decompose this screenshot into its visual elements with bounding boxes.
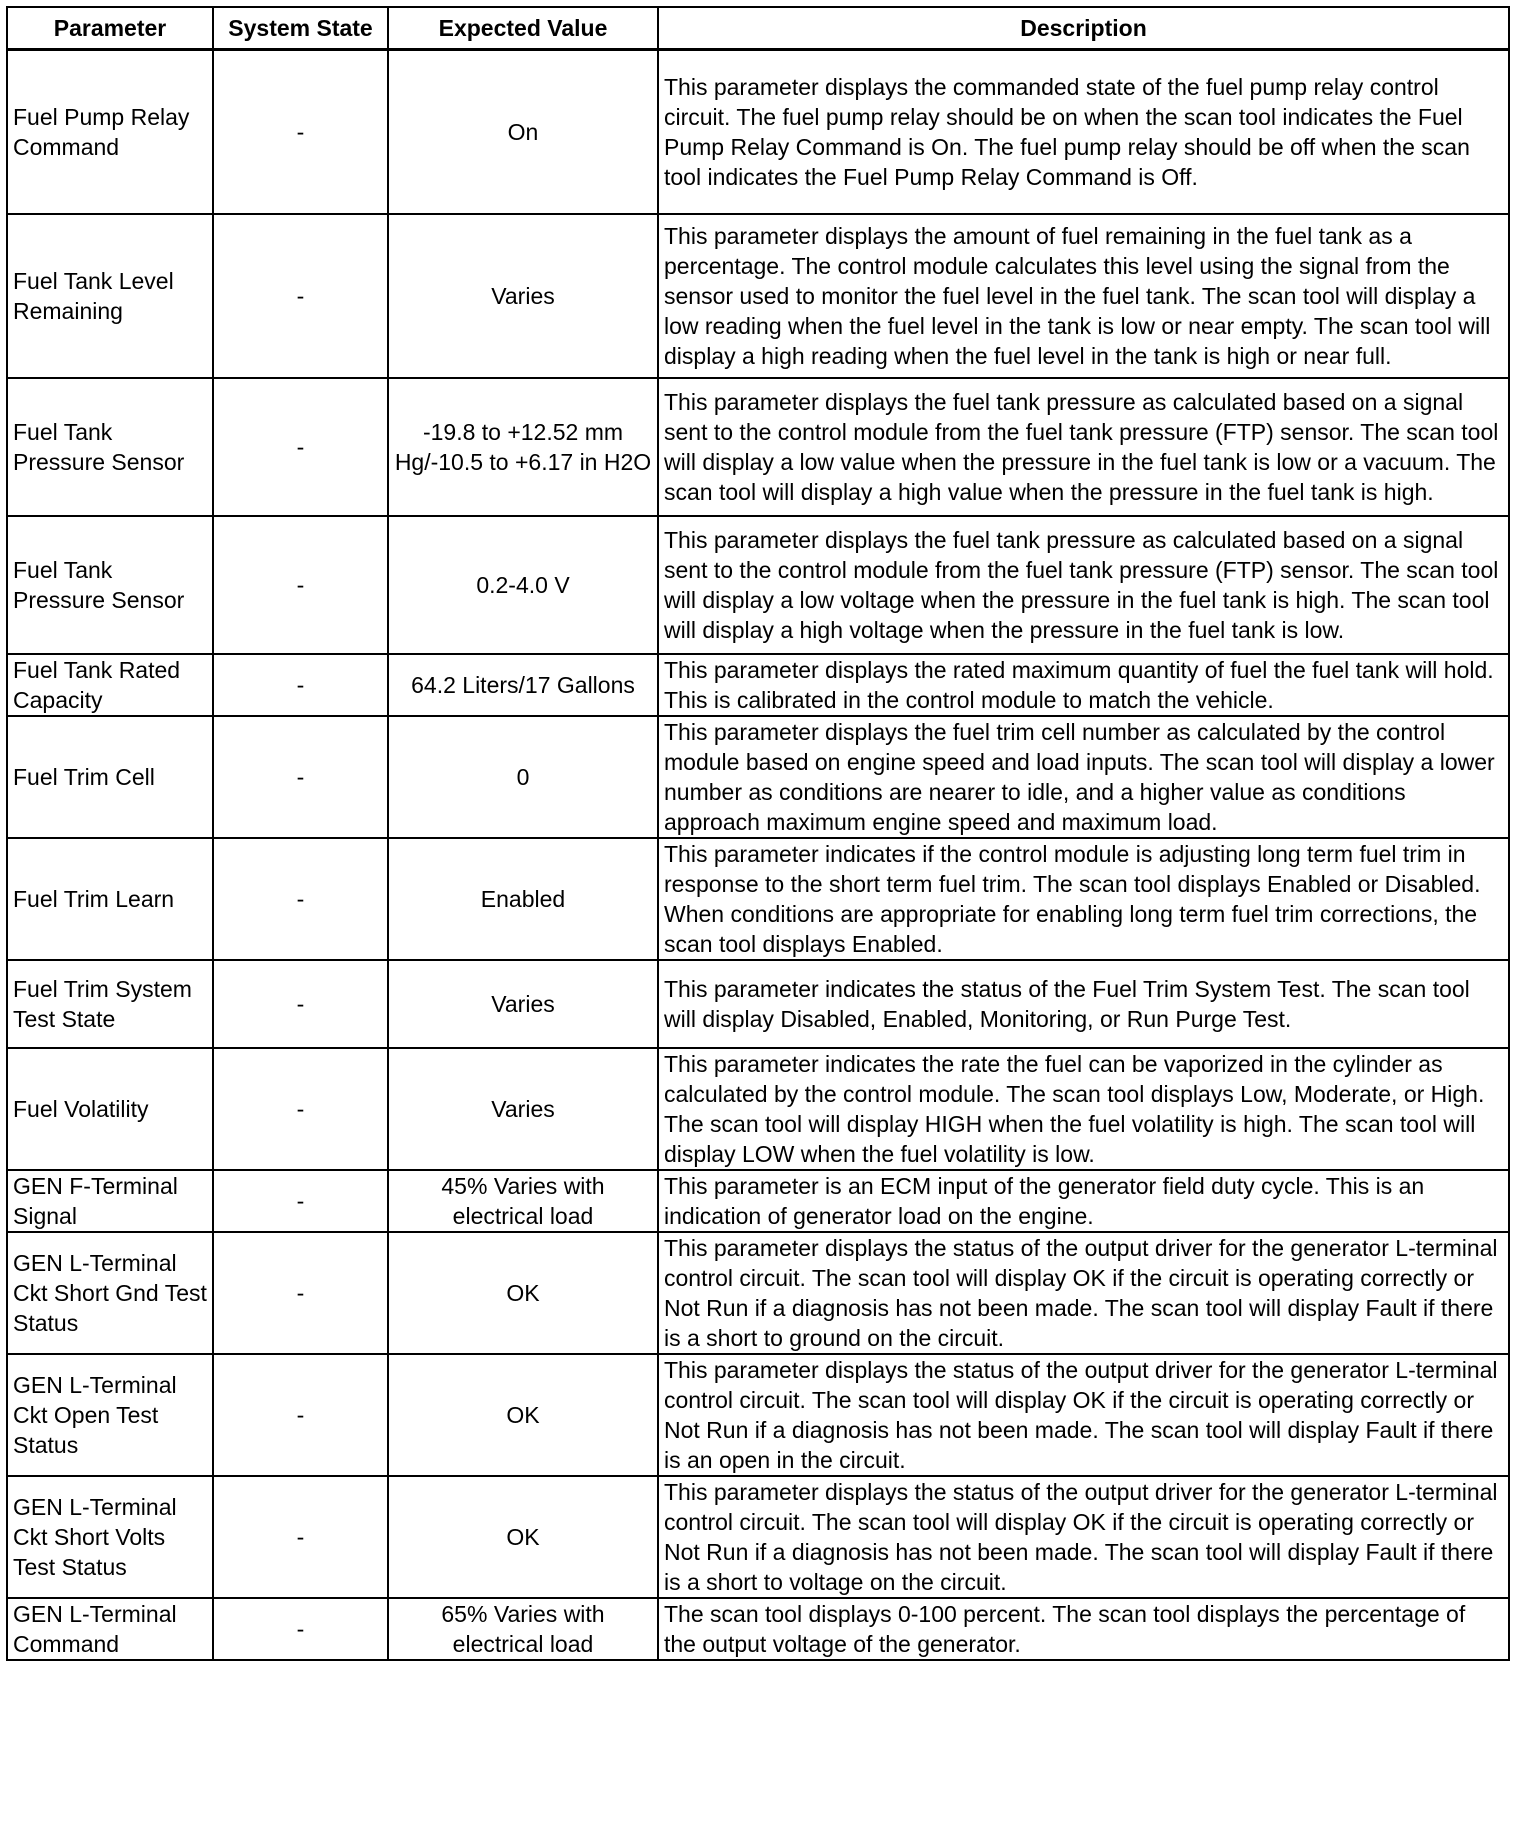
table-row bbox=[7, 838, 1509, 960]
cell-system-state: - bbox=[213, 716, 388, 838]
cell-expected-value: 64.2 Liters/17 Gallons bbox=[388, 654, 658, 716]
header-system-state: System State bbox=[213, 7, 388, 50]
cell-expected-value: Enabled bbox=[388, 838, 658, 960]
table-row bbox=[7, 1232, 1509, 1354]
cell-description: This parameter displays the amount of fuel remaining in the fuel tank as a percentage. The control module calculates this level using the signal from the sensor used to monitor the fuel level in the fuel tank. The scan tool will display a low reading when the fuel level in the tank is low or near empty. The scan tool will display a high reading when the fuel level in the tank is high or near full. bbox=[658, 214, 1509, 378]
cell-system-state: - bbox=[213, 214, 388, 378]
cell-description: This parameter indicates the status of the Fuel Trim System Test. The scan tool will display Disabled, Enabled, Monitoring, or Run Purge Test. bbox=[658, 960, 1509, 1048]
cell-parameter: Fuel Trim Cell bbox=[7, 716, 213, 838]
cell-system-state: - bbox=[213, 1232, 388, 1354]
cell-system-state: - bbox=[213, 516, 388, 654]
cell-parameter: Fuel Tank Rated Capacity bbox=[7, 654, 213, 716]
cell-parameter: GEN L-Terminal Command bbox=[7, 1598, 213, 1660]
table-row bbox=[7, 1048, 1509, 1170]
table-body bbox=[7, 50, 1509, 1660]
table-row bbox=[7, 716, 1509, 838]
table-row bbox=[7, 654, 1509, 716]
cell-parameter: Fuel Trim System Test State bbox=[7, 960, 213, 1048]
cell-expected-value: OK bbox=[388, 1354, 658, 1476]
cell-system-state: - bbox=[213, 1476, 388, 1598]
cell-system-state: - bbox=[213, 838, 388, 960]
cell-description: This parameter displays the rated maximum quantity of fuel the fuel tank will hold. This is calibrated in the control module to match the vehicle. bbox=[658, 654, 1509, 716]
cell-expected-value: 0.2-4.0 V bbox=[388, 516, 658, 654]
cell-parameter: GEN L-Terminal Ckt Open Test Status bbox=[7, 1354, 213, 1476]
cell-description: This parameter displays the fuel tank pressure as calculated based on a signal sent to the control module from the fuel tank pressure (FTP) sensor. The scan tool will display a low value when the pressure in the fuel tank is low or a vacuum. The scan tool will display a high value when the pressure in the fuel tank is high. bbox=[658, 378, 1509, 516]
table-row bbox=[7, 1170, 1509, 1232]
cell-parameter: Fuel Pump Relay Command bbox=[7, 50, 213, 214]
parameter-table bbox=[6, 6, 1510, 1661]
cell-parameter: Fuel Tank Pressure Sensor bbox=[7, 378, 213, 516]
cell-description: The scan tool displays 0-100 percent. The scan tool displays the percentage of the output voltage of the generator. bbox=[658, 1598, 1509, 1660]
cell-description: This parameter displays the fuel trim cell number as calculated by the control module based on engine speed and load inputs. The scan tool will display a lower number as conditions are nearer to idle, and a higher value as conditions approach maximum engine speed and maximum load. bbox=[658, 716, 1509, 838]
cell-description: This parameter displays the fuel tank pressure as calculated based on a signal sent to the control module from the fuel tank pressure (FTP) sensor. The scan tool will display a low voltage when the pressure in the fuel tank is high. The scan tool will display a high voltage when the pressure in the fuel tank is low. bbox=[658, 516, 1509, 654]
cell-expected-value: Varies bbox=[388, 960, 658, 1048]
header-parameter: Parameter bbox=[7, 7, 213, 50]
cell-description: This parameter indicates if the control module is adjusting long term fuel trim in response to the short term fuel trim. The scan tool displays Enabled or Disabled. When conditions are appropriate for enabling long term fuel trim corrections, the scan tool displays Enabled. bbox=[658, 838, 1509, 960]
cell-parameter: GEN L-Terminal Ckt Short Volts Test Status bbox=[7, 1476, 213, 1598]
cell-expected-value: 65% Varies with electrical load bbox=[388, 1598, 658, 1660]
cell-system-state: - bbox=[213, 960, 388, 1048]
table-row bbox=[7, 50, 1509, 214]
cell-expected-value: OK bbox=[388, 1476, 658, 1598]
cell-system-state: - bbox=[213, 1048, 388, 1170]
cell-description: This parameter displays the commanded state of the fuel pump relay control circuit. The fuel pump relay should be on when the scan tool indicates the Fuel Pump Relay Command is On. The fuel pump relay should be off when the scan tool indicates the Fuel Pump Relay Command is Off. bbox=[658, 50, 1509, 214]
cell-expected-value: Varies bbox=[388, 1048, 658, 1170]
cell-system-state: - bbox=[213, 1598, 388, 1660]
cell-expected-value: OK bbox=[388, 1232, 658, 1354]
cell-description: This parameter is an ECM input of the generator field duty cycle. This is an indication of generator load on the engine. bbox=[658, 1170, 1509, 1232]
cell-parameter: Fuel Volatility bbox=[7, 1048, 213, 1170]
table-row bbox=[7, 1354, 1509, 1476]
cell-expected-value: -19.8 to +12.52 mm Hg/-10.5 to +6.17 in H2O bbox=[388, 378, 658, 516]
table-row bbox=[7, 960, 1509, 1048]
cell-description: This parameter displays the status of the output driver for the generator L-terminal control circuit. The scan tool will display OK if the circuit is operating correctly or Not Run if a diagnosis has not been made. The scan tool will display Fault if there is a short to ground on the circuit. bbox=[658, 1232, 1509, 1354]
cell-description: This parameter displays the status of the output driver for the generator L-terminal control circuit. The scan tool will display OK if the circuit is operating correctly or Not Run if a diagnosis has not been made. The scan tool will display Fault if there is a short to voltage on the circuit. bbox=[658, 1476, 1509, 1598]
cell-description: This parameter displays the status of the output driver for the generator L-terminal control circuit. The scan tool will display OK if the circuit is operating correctly or Not Run if a diagnosis has not been made. The scan tool will display Fault if there is an open in the circuit. bbox=[658, 1354, 1509, 1476]
cell-system-state: - bbox=[213, 378, 388, 516]
cell-expected-value: On bbox=[388, 50, 658, 214]
cell-system-state: - bbox=[213, 1354, 388, 1476]
cell-description: This parameter indicates the rate the fuel can be vaporized in the cylinder as calculated by the control module. The scan tool displays Low, Moderate, or High. The scan tool will display HIGH when the fuel volatility is high. The scan tool will display LOW when the fuel volatility is low. bbox=[658, 1048, 1509, 1170]
table-row bbox=[7, 516, 1509, 654]
header-expected-value: Expected Value bbox=[388, 7, 658, 50]
cell-parameter: GEN L-Terminal Ckt Short Gnd Test Status bbox=[7, 1232, 213, 1354]
cell-expected-value: 0 bbox=[388, 716, 658, 838]
cell-parameter: Fuel Trim Learn bbox=[7, 838, 213, 960]
cell-parameter: Fuel Tank Pressure Sensor bbox=[7, 516, 213, 654]
table-row bbox=[7, 378, 1509, 516]
cell-expected-value: 45% Varies with electrical load bbox=[388, 1170, 658, 1232]
cell-expected-value: Varies bbox=[388, 214, 658, 378]
cell-system-state: - bbox=[213, 50, 388, 214]
cell-parameter: Fuel Tank Level Remaining bbox=[7, 214, 213, 378]
table-row bbox=[7, 214, 1509, 378]
table-row bbox=[7, 1598, 1509, 1660]
header-description: Description bbox=[658, 7, 1509, 50]
table-row bbox=[7, 1476, 1509, 1598]
cell-parameter: GEN F-Terminal Signal bbox=[7, 1170, 213, 1232]
cell-system-state: - bbox=[213, 654, 388, 716]
cell-system-state: - bbox=[213, 1170, 388, 1232]
header-row bbox=[7, 7, 1509, 50]
